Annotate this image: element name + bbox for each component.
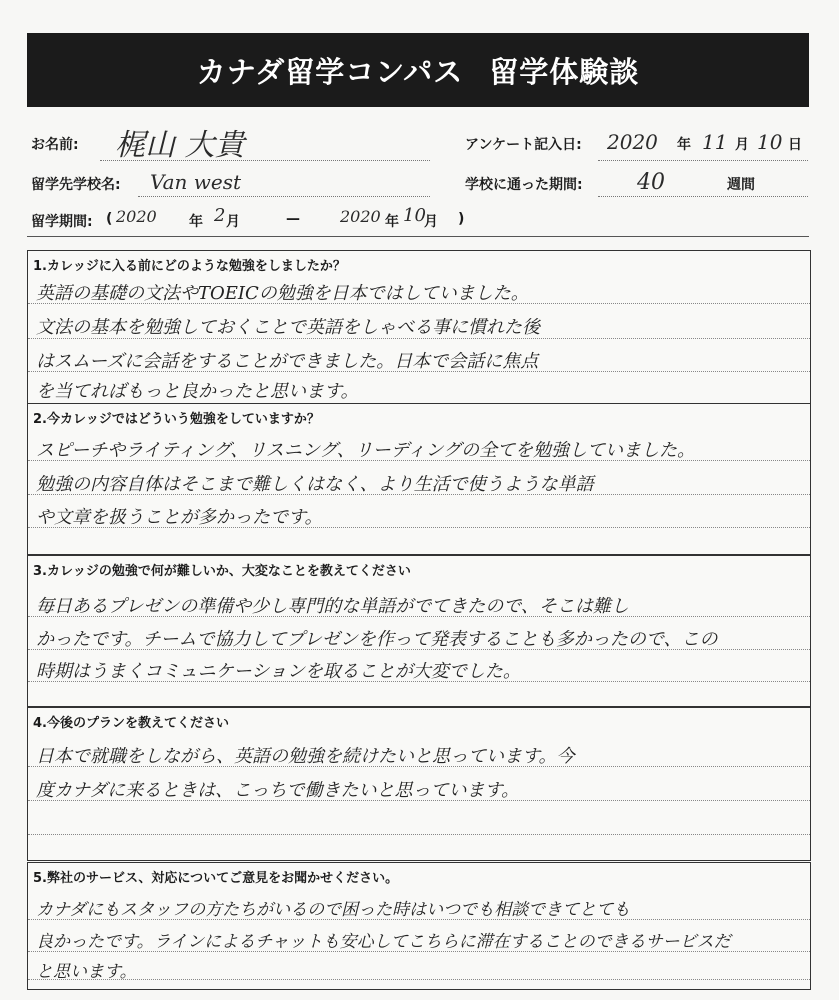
answer-1-line-3: はスムーズに会話をすることができました。日本で会話に焦点 bbox=[36, 351, 539, 372]
study-end-month-unit: 月 bbox=[424, 214, 438, 230]
study-period-label: 留学期間: bbox=[31, 214, 93, 230]
header-title: 留学体験談 bbox=[489, 54, 640, 89]
answer-1-line-4: を当てればもっと良かったと思います。 bbox=[36, 381, 359, 402]
answer-5-line-1: カナダにもスタッフの方たちがいるので困った時はいつでも相談できてとても bbox=[36, 900, 631, 920]
answer-4-line-1: 日本で就職をしながら、英語の勉強を続けたいと思っています。今 bbox=[36, 746, 575, 767]
survey-date-label: アンケート記入日: bbox=[465, 137, 582, 153]
school-value: Van west bbox=[150, 170, 242, 194]
question-section-2 bbox=[27, 403, 811, 555]
answer-4-line-2: 度カナダに来るときは、こっちで働きたいと思っています。 bbox=[36, 780, 520, 801]
study-close-paren: ) bbox=[458, 211, 465, 227]
question-1: 1.カレッジに入る前にどのような勉強をしましたか？ bbox=[33, 259, 346, 274]
period-unit: 週間 bbox=[727, 177, 755, 193]
question-section-1 bbox=[27, 250, 811, 404]
study-end-year: 2020 bbox=[340, 207, 381, 226]
period-value: 40 bbox=[637, 170, 665, 195]
year-unit: 年 bbox=[677, 137, 691, 153]
study-end-year-unit: 年 bbox=[385, 214, 399, 230]
name-value: 梶山 大貴 bbox=[115, 128, 245, 163]
study-open-paren: ( bbox=[106, 211, 113, 227]
survey-month: 11 bbox=[702, 130, 728, 154]
answer-2-line-1: スピーチやライティング、リスニング、リーディングの全てを勉強していました。 bbox=[36, 440, 695, 461]
day-unit: 日 bbox=[788, 137, 802, 153]
answer-3-line-3: 時期はうまくコミュニケーションを取ることが大変でした。 bbox=[36, 661, 521, 682]
question-2: 2.今カレッジではどういう勉強をしていますか？ bbox=[33, 412, 320, 427]
survey-day: 10 bbox=[757, 130, 783, 154]
answer-1-line-2: 文法の基本を勉強しておくことで英語をしゃべる事に慣れた後 bbox=[36, 317, 540, 338]
answer-5-line-2: 良かったです。ラインによるチャットも安心してこちらに滞在することのできるサービスだ bbox=[36, 932, 731, 952]
question-section-5 bbox=[27, 862, 811, 990]
answer-5-line-3: と思います。 bbox=[36, 962, 137, 982]
question-section-4 bbox=[27, 707, 811, 861]
question-3: 3.カレッジの勉強で何が難しいか、大変なことを教えてください bbox=[33, 564, 411, 579]
study-start-month-unit: 月 bbox=[226, 214, 240, 230]
study-start-month: 2 bbox=[214, 205, 226, 226]
answer-2-line-3: や文章を扱うことが多かったです。 bbox=[36, 507, 323, 528]
question-section-3 bbox=[27, 555, 811, 707]
study-start-year-unit: 年 bbox=[189, 214, 203, 230]
study-start-year: 2020 bbox=[116, 207, 157, 226]
answer-2-line-2: 勉強の内容自体はそこまで難しくはなく、より生活で使うような単語 bbox=[36, 474, 594, 495]
question-5: 5.弊社のサービス、対応についてご意見をお聞かせください。 bbox=[33, 871, 399, 886]
header-brand: カナダ留学コンパス bbox=[196, 54, 464, 89]
name-label: お名前: bbox=[31, 137, 79, 153]
answer-3-line-1: 毎日あるプレゼンの準備や少し専門的な単語がでてきたので、そこは難し bbox=[36, 596, 629, 617]
page-header bbox=[27, 33, 809, 107]
question-4: 4.今後のプランを教えてください bbox=[33, 716, 229, 731]
answer-3-line-2: かったです。チームで協力してプレゼンを作って発表することも多かったので、この bbox=[36, 629, 718, 650]
study-dash: — bbox=[286, 211, 300, 227]
month-unit: 月 bbox=[735, 137, 749, 153]
answer-1-line-1: 英語の基礎の文法やTOEICの勉強を日本ではしていました。 bbox=[36, 283, 529, 304]
period-label: 学校に通った期間: bbox=[465, 177, 583, 193]
survey-year: 2020 bbox=[607, 130, 658, 154]
study-end-month: 10 bbox=[403, 205, 426, 226]
school-label: 留学先学校名: bbox=[31, 177, 121, 193]
